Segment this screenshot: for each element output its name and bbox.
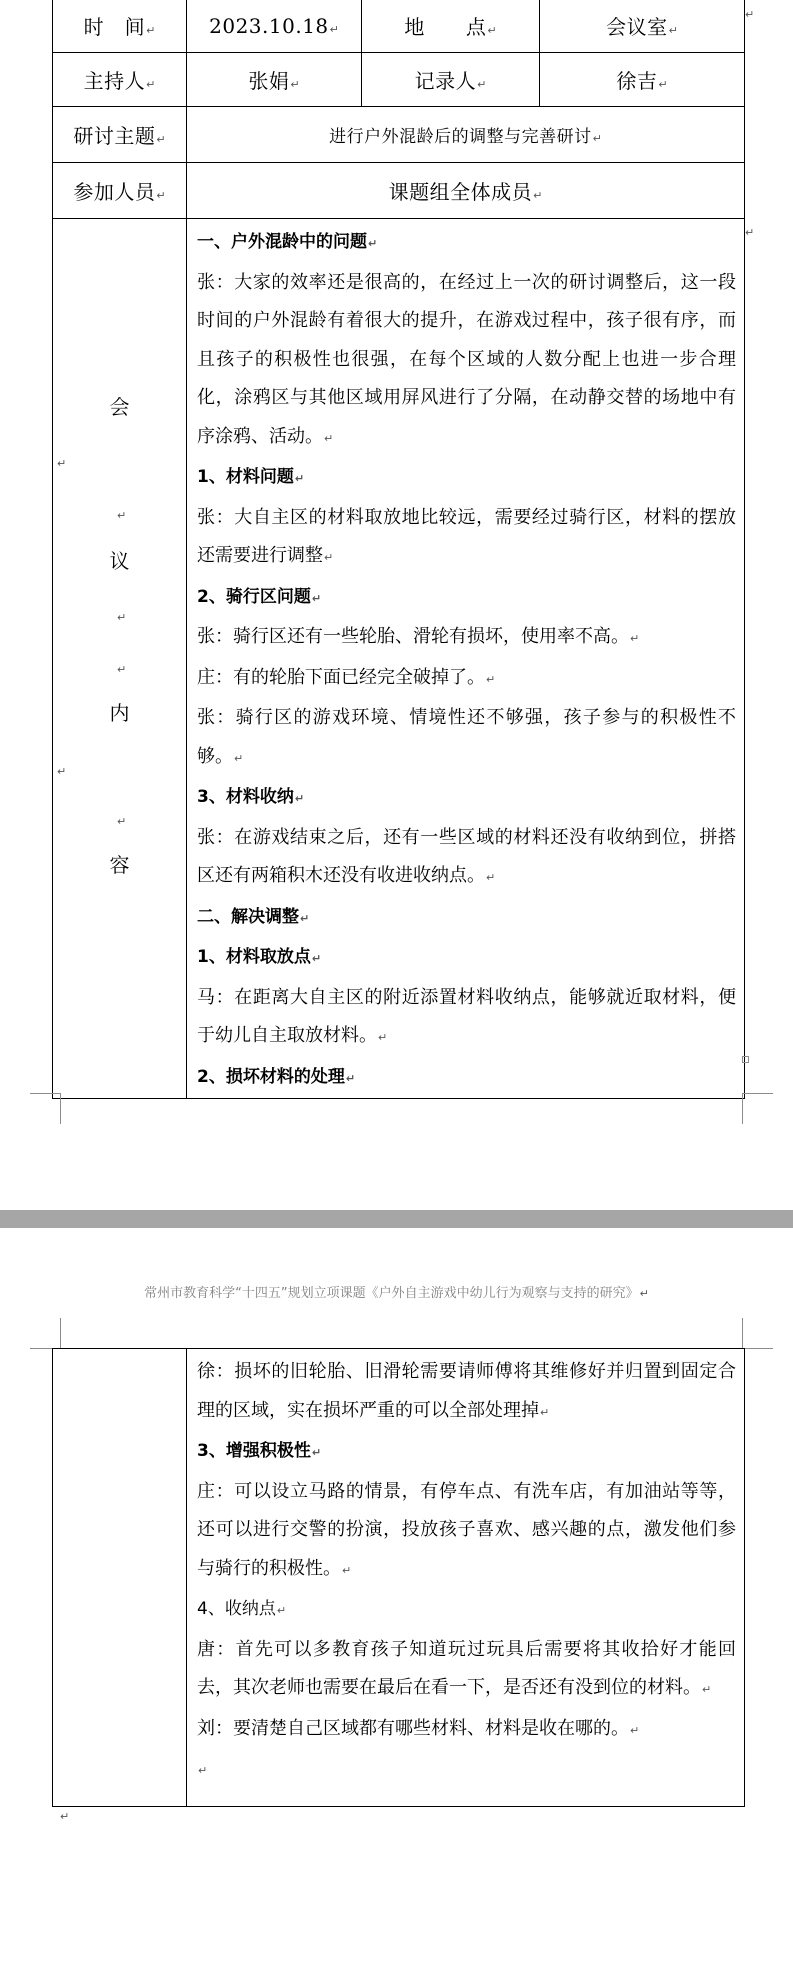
- meeting-content-row: [53, 219, 745, 1099]
- paragraph-text: 张：在游戏结束之后，还有一些区域的材料还没有收纳到位，拼搭区还有两箱积木还没有收进收纳点。: [197, 826, 736, 886]
- topic-value: 进行户外混龄后的调整与完善研讨: [329, 127, 592, 147]
- time-value: 2023.10.18: [209, 13, 329, 38]
- paragraph-mark: ↵: [639, 1287, 649, 1300]
- place-value-cell[interactable]: [540, 0, 745, 53]
- topic-row: [53, 107, 745, 163]
- paragraph-mark: ↵: [592, 132, 602, 145]
- paragraph-text: 1、材料问题: [197, 467, 294, 487]
- paragraph-text: 庄：可以设立马路的情景，有停车点、有洗车店，有加油站等等，还可以进行交警的扮演，投放孩子喜欢、感兴趣的点，激发他们参与骑行的积极性。: [197, 1480, 736, 1579]
- page-break-gap: [0, 1210, 793, 1228]
- paragraph-text: 张：大自主区的材料取放地比较远，需要经过骑行区，材料的摆放还需要进行调整: [197, 506, 736, 566]
- page-header: [0, 1282, 793, 1301]
- meeting-content-char-3: 内: [109, 701, 130, 725]
- meeting-content-label-cell-continued: [53, 1349, 187, 1807]
- meeting-content-page2: [187, 1349, 744, 1791]
- meeting-minutes-table-continued: [52, 1348, 745, 1807]
- content-paragraph: [197, 264, 736, 459]
- paragraph-mark: ↵: [117, 663, 127, 676]
- paragraph-mark: ↵: [702, 1683, 712, 1696]
- meeting-content-char-1: 会: [109, 395, 130, 419]
- meeting-minutes-table: [52, 0, 745, 1099]
- content-paragraph: [197, 1710, 736, 1751]
- section-heading: [197, 1058, 736, 1099]
- content-paragraph: [197, 819, 736, 898]
- paragraph-text: 庄：有的轮胎下面已经完全破掉了。: [197, 666, 485, 688]
- paragraph-mark: ↵: [533, 189, 543, 202]
- end-of-cell-mark: ↵: [745, 8, 755, 21]
- section-heading: [197, 938, 736, 979]
- crop-mark-bottom-right: [742, 1093, 773, 1124]
- recorder-label: 记录人: [414, 69, 477, 93]
- paragraph-mark: ↵: [234, 751, 244, 765]
- host-label-cell: [53, 53, 187, 107]
- meeting-content-cell-continued[interactable]: [187, 1349, 745, 1807]
- section-heading: [197, 1432, 736, 1473]
- paragraph-mark: ↵: [57, 765, 67, 778]
- meeting-content-char-4: 容: [109, 853, 130, 877]
- place-value: 会议室: [606, 15, 668, 39]
- paragraph-mark: ↵: [540, 1405, 550, 1419]
- paragraph-text: 2、损坏材料的处理: [197, 1066, 345, 1087]
- paragraph-mark: ↵: [324, 431, 334, 445]
- paragraph-mark: ↵: [276, 1604, 287, 1617]
- host-value-cell[interactable]: [187, 53, 362, 107]
- content-paragraph: [197, 1750, 736, 1791]
- paragraph-mark: ↵: [487, 24, 497, 37]
- section-heading: [197, 458, 736, 499]
- time-value-cell[interactable]: [187, 0, 362, 53]
- paragraph-mark: ↵: [668, 24, 678, 37]
- paragraph-text: 马：在距离大自主区的附近添置材料收纳点，能够就近取材料，便于幼儿自主取放材料。: [197, 986, 736, 1046]
- paragraph-mark: ↵: [486, 871, 496, 884]
- paragraph-mark: ↵: [290, 78, 300, 91]
- content-paragraph: [197, 618, 736, 659]
- paragraph-mark: ↵: [378, 1031, 388, 1044]
- attendees-value-cell[interactable]: [187, 163, 745, 219]
- paragraph-text: 二、解决调整: [197, 906, 299, 927]
- recorder-value-cell[interactable]: [540, 53, 745, 107]
- paragraph-mark: ↵: [57, 457, 67, 470]
- attendees-value: 课题组全体成员: [388, 180, 533, 204]
- meeting-content-row-continued: [53, 1349, 745, 1807]
- paragraph-mark: ↵: [345, 1071, 356, 1085]
- paragraph-text: 3、增强积极性: [197, 1441, 311, 1461]
- topic-label: 研讨主题: [73, 124, 156, 148]
- paragraph-mark: ↵: [630, 1723, 640, 1737]
- topic-value-cell[interactable]: [187, 107, 745, 163]
- content-paragraph: [197, 499, 736, 578]
- paragraph-text: 3、材料收纳: [197, 787, 294, 807]
- paragraph-mark: ↵: [630, 632, 640, 645]
- section-heading: [197, 778, 736, 819]
- paragraph-mark: ↵: [477, 78, 487, 91]
- section-heading: [197, 223, 736, 264]
- content-paragraph: [197, 979, 736, 1058]
- paragraph-mark: ↵: [486, 672, 496, 686]
- paragraph-mark: ↵: [342, 1563, 352, 1577]
- end-of-document-mark: ↵: [60, 1810, 70, 1823]
- section-heading: [197, 578, 736, 619]
- paragraph-mark: ↵: [198, 1764, 208, 1777]
- paragraph-mark: ↵: [156, 189, 166, 202]
- host-row: [53, 53, 745, 107]
- paragraph-text: 2、骑行区问题: [197, 586, 311, 607]
- meta-row: [53, 0, 745, 53]
- page-header-text: 常州市教育科学“十四五”规划立项课题《户外自主游戏中幼儿行为观察与支持的研究》: [144, 1286, 639, 1301]
- paragraph-mark: ↵: [294, 472, 305, 485]
- recorder-value: 徐吉: [616, 69, 658, 93]
- paragraph-mark: ↵: [117, 815, 127, 828]
- document-page-2: [0, 1228, 793, 1964]
- crop-mark-top-right: [742, 1318, 773, 1349]
- meeting-content-cell[interactable]: [187, 219, 745, 1099]
- recorder-label-cell: [362, 53, 540, 107]
- paragraph-mark: ↵: [311, 591, 322, 605]
- content-paragraph: [197, 1473, 736, 1591]
- paragraph-text: 一、户外混龄中的问题: [197, 232, 367, 252]
- host-value: 张娟: [248, 69, 290, 93]
- content-paragraph: [197, 659, 736, 700]
- attendees-row: [53, 163, 745, 219]
- place-label: 地 点: [404, 15, 487, 39]
- paragraph-text: 1、材料取放点: [197, 947, 311, 967]
- attendees-label-cell: [53, 163, 187, 219]
- section-heading: [197, 898, 736, 939]
- paragraph-text: 徐：损坏的旧轮胎、旧滑轮需要请师傅将其维修好并归置到固定合理的区域，实在损坏严重的可以全部处理掉: [197, 1361, 736, 1421]
- host-label: 主持人: [83, 69, 146, 93]
- paragraph-mark: ↵: [117, 611, 127, 624]
- paragraph-mark: ↵: [294, 792, 305, 805]
- content-paragraph: [197, 699, 736, 778]
- paragraph-mark: ↵: [156, 133, 166, 146]
- time-label-cell: [53, 0, 187, 53]
- paragraph-mark: ↵: [146, 24, 156, 37]
- attendees-label: 参加人员: [73, 180, 156, 204]
- time-label: 时 间: [83, 15, 146, 39]
- paragraph-mark: ↵: [368, 237, 378, 250]
- meeting-content-char-2: 议: [109, 549, 130, 573]
- paragraph-mark: ↵: [658, 78, 668, 91]
- paragraph-text: 刘：要清楚自己区域都有哪些材料、材料是收在哪的。: [197, 1717, 629, 1739]
- paragraph-mark: ↵: [146, 78, 156, 91]
- paragraph-text: 张：骑行区还有一些轮胎、滑轮有损坏，使用率不高。: [197, 626, 629, 647]
- paragraph-mark: ↵: [117, 509, 127, 522]
- paragraph-mark: ↵: [329, 22, 339, 36]
- paragraph-text: 4、收纳点: [197, 1599, 276, 1619]
- paragraph-mark: ↵: [311, 952, 322, 965]
- paragraph-mark: ↵: [300, 911, 310, 925]
- content-paragraph: [197, 1590, 736, 1631]
- paragraph-mark: ↵: [311, 1446, 322, 1459]
- paragraph-mark: ↵: [324, 551, 334, 564]
- topic-label-cell: [53, 107, 187, 163]
- end-of-row-mark: ↵: [745, 226, 755, 239]
- content-paragraph: [197, 1353, 736, 1432]
- place-label-cell: [362, 0, 540, 53]
- paragraph-text: 唐：首先可以多教育孩子知道玩过玩具后需要将其收拾好才能回去，其次老师也需要在最后在看一下，是否还有没到位的材料。: [197, 1638, 736, 1698]
- meeting-content-page1: [187, 219, 744, 1098]
- meeting-content-label-cell: [53, 219, 187, 1099]
- paragraph-text: 张：大家的效率还是很高的，在经过上一次的研讨调整后，这一段时间的户外混龄有着很大的提升，在游戏过程中，孩子很有序，而且孩子的积极性也很强，在每个区域的人数分配上也进一步合理化，涂鸦区与其他区域用屏风进行了分隔，在动静交替的场地中有序涂鸦、活动。: [197, 271, 736, 447]
- crop-mark-top-left: [30, 1318, 61, 1349]
- content-paragraph: [197, 1631, 736, 1710]
- paragraph-text: 张：骑行区的游戏环境、情境性还不够强，孩子参与的积极性不够。: [197, 707, 736, 767]
